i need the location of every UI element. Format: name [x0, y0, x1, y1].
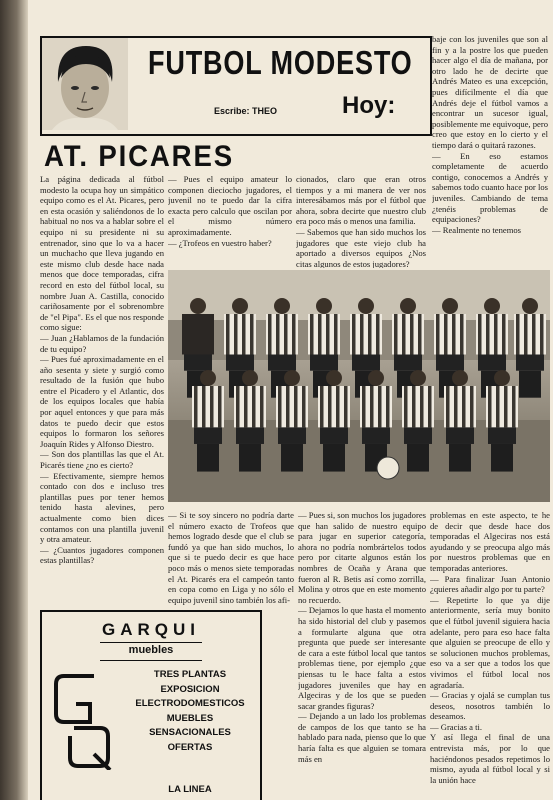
- text-column-4-bottom: problemas en este aspecto, te he de decir que desde hace dos temporadas el Algeciras nos está ayudando y se preocupa algo más por nuestros problemas que en temporadas anteriores. — Para finalizar Juan Antonio ¿quieres añadir algo por tu parte? — Repetirte lo que ya dije anteriormente, sería muy bonito que el fútbol juvenil siguiera hacia adelante, pero para eso hace falta que alguien se preocupe de ello y se solucionen muchos problemas, eso va a ser que a todos los que vivimos el fútbol local nos agradaría. — Gracias y ojalá se cumplan tus deseos, nosotros también lo deseamos. — Gracias a ti. Y así llega el final de una entrevista más, por lo que haciéndonos pesados repetimos lo mismo, ayuda al fútbol local y si la unión hace: [430, 510, 550, 785]
- text-column-top-right: baje con los juveniles que son al fin y a la postre los que pueden hacer algo el día de mañana, por otro lado he de decirte que Andrés Mateo es una excepción, pues difícilmente el día que Andrés deje el fútbol vamos a encontrar un sucesor igual, posiblemente me equivoque, pero creo que estoy en lo cierto y el tiempo dará o quitará razones. — En eso estamos completamente de acuerdo contigo, conocemos a Andrés y sabemos todo cuanto hace por los juveniles. Cambiando de tema ¿tenéis problemas de equipaciones? — Realmente no tenemos: [432, 34, 548, 235]
- ad-item: TRES PLANTAS: [153, 669, 227, 680]
- gq-logo-drawing: [50, 670, 114, 770]
- club-name-heading: AT. PICARES: [44, 140, 234, 173]
- section-title: FUTBOL MODESTO: [148, 44, 413, 81]
- ad-features-list: [120, 668, 260, 756]
- text-column-2-bottom: — Si te soy sincero no podría darte el número exacto de Trofeos que hemos logrado desde que el club se fundó ya que han sido muchos, lo que si te puedo decir es que hace poco más o menos siete temporadas el At. Picarés era el campeón tanto en copa como en Liga y no sólo el equipo juvenil sino también los afi-: [168, 510, 294, 605]
- author-portrait: [42, 38, 128, 130]
- text-column-3-bottom: — Pues si, son muchos los jugadores que han salido de nuestro equipo para jugar en superior categoría, ahora no podría nombrártelos todos pero por citarte algunos están los nombres de Ocaña y Arana que fueron al R. Betis así como zorrilla, Molina y otros que en este momento no recuerdo. — Dejamos lo que hasta el momento ha sido historial del club y pasemos a formularte alguna que otra pregunta que puede ser interesante de cara a este fútbol local que tantos problemas tiene, por ejemplo ¿que piensas tu le hace falta a estos jugadores juveniles que hay en Algeciras y de los que se pueden sacar grandes figuras? — Dejando a un lado los problemas de campos de los que tanto se ha hablado para nada, pienso que lo que haría falta es que alguien se tomara más en: [298, 510, 426, 764]
- gq-logo: [50, 670, 114, 770]
- team-photo-drawing: [168, 270, 550, 502]
- author-byline: Escribe: THEO: [214, 106, 278, 116]
- ad-brand-name: GARQUI: [102, 620, 200, 639]
- text-column-2-top: — Pues el equipo amateur lo componen dieciocho jugadores, el juvenil no te puedo dar la cifra exacta pero calculo que oscilan por el mismo número aproximadamente. — ¿Trofeos en vuestro haber?: [168, 174, 292, 248]
- ad-item: EXPOSICION: [160, 683, 220, 695]
- text-column-3-top: cionados, claro que eran otros tiempos y a mi manera de ver nos interesábamos más por el fútbol que ahora, sobra decirte que nuestro club era poco más o menos una familia. — Sabemos que han sido muchos los jugadores que este viejo club ha aportado a diversos equipos ¿Nos citas algunos de estos jugadores?: [296, 174, 426, 268]
- ad-item: MUEBLES: [166, 712, 214, 724]
- magazine-page: [28, 0, 553, 800]
- magazine-spine: [0, 0, 28, 800]
- ad-divider-top: [100, 642, 202, 643]
- portrait-drawing: [42, 38, 128, 130]
- ad-item: ELECTRODOMESTICOS: [135, 698, 245, 710]
- garqui-advertisement: [40, 610, 262, 800]
- ad-subtitle: muebles: [128, 644, 174, 656]
- text-column-1: La página dedicada al fútbol modesto la ocupa hoy un simpático equipo como es el At. Picares, pero en esta ocasión y saliéndonos de lo habitual no nos va a hablar sobre el equipo ni su presidente ni su entrenador, sino que lo va a hacer un muchacho que lleva jugando en este mismo club desde hace nada menos que doce temporadas, cifra record en esto del fútbol local, su nombre Juan A. Castilla, conocido cariñosamente por el sobrenombre de "el Pipa". Es el que nos responde como sigue: — Juan ¿Hablamos de la fundación de tu equipo? — Pues fué aproximadamente en el año sesenta y siete y surgió como resultado de la fusión que hubo entre el Picadero y el Atlantic, dos de los equipos locales que había por aquel entonces y que para más datos te puedo decir que estos equipos lo formaron los señores Joaquín Rides y Alfonso Diestro. — Son dos plantillas las que el At. Picarés tiene ¿no es cierto? — Efectivamente, siempre hemos contado con dos e incluso tres plantillas pues por tener hemos tenido hasta alevines, pero actualmente como bien dices contamos con una plantilla juvenil y otra amateur. — ¿Cuantos jugadores componen estas plantillas?: [40, 174, 164, 566]
- ad-divider-bottom: [100, 660, 202, 661]
- today-label: Hoy:: [342, 92, 396, 119]
- ad-city: LA LINEA: [168, 784, 212, 795]
- ad-item: OFERTAS: [167, 741, 213, 753]
- team-photo: [168, 270, 550, 502]
- ad-item: SENSACIONALES: [149, 727, 231, 739]
